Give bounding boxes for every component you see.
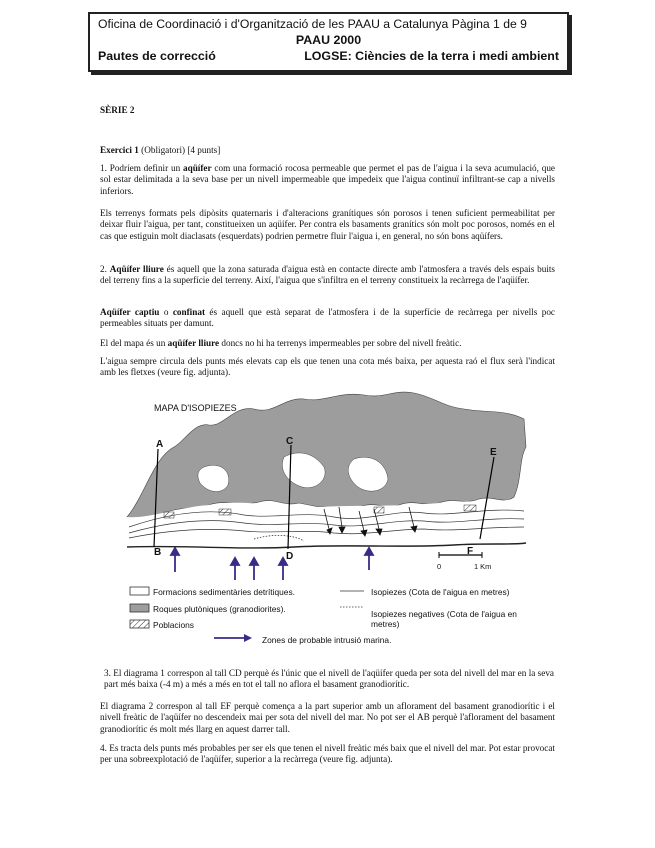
scale-zero: 0 [437,562,442,571]
legend-intrusion: Zones de probable intrusió marina. [262,635,392,645]
p4-part-c: confinat [172,307,205,317]
header-left-label: Pautes de correcció [98,49,216,63]
legend-plutonic: Roques plutòniques (granodiorites). [153,604,286,614]
exercise-title: Exercici 1 [100,145,139,155]
p4-part-d: és aquell que està separat de l'atmosfera i de la superfície de recàrrega per nivells poc permeables situats per damunt. [100,307,555,329]
serie-title: SÈRIE 2 [100,105,135,115]
p3-part-c: és aquell que la zona saturada d'aigua està en contacte directe amb l'atmosfera a través dels espais buits del terreny fins a la superfície del terreny. Així, l'aigua que s'infiltra en el terreny constitueix la recàrrega de l'aqüífer. [100,264,555,286]
paragraph-1 [100,163,555,197]
town-4 [464,505,476,511]
paragraph-9: 4. Es tracta dels punts més probables per ser els que tenen el nivell freàtic més baix que el nivell del mar. Pot estar provocat per una sobreexplotació de l'aqüífer, superior a la recàrrega (veure fig. adjunta). [100,743,555,765]
map-title: MAPA D'ISOPIEZES [154,403,237,413]
point-D: D [286,551,294,562]
paragraph-6: L'aigua sempre circula dels punts més elevats cap els que tenen una cota més baixa, per aquesta raó el flux serà l'indicat amb les fletxes (veure fig. adjunta). [100,356,555,378]
header-row1 [98,17,527,31]
paragraph-3 [100,264,555,287]
scale-one-km: 1 Km [474,562,492,571]
legend-isopieze: Isopiezes (Cota de l'aigua en metres) [371,587,510,597]
p1-part-a: 1. Podríem definir un [100,163,183,173]
legend-isopieze-negative: Isopiezes negatives (Cota de l'aigua en metres) [371,609,517,629]
p5-part-a: El del mapa és un [100,338,168,348]
paragraph-5 [100,338,555,349]
point-C: C [286,436,294,447]
paragraph-4 [100,307,555,330]
paragraph-2: Els terrenys formats pels dipòsits quaternaris i d'alteracions granítiques són porosos i tenen suficient permeabilitat per deixar fluir l'aigua, per tant, constitueixen un aqüífer. Per contra els basaments granítics són molt poc porosos, només en el cas que estiguin molt diaclasats (esquerdats) podrien permetre fluir l'aigua i, en general, no són bons aqüífers. [100,208,555,241]
p3-part-b: Aqüífer lliure [109,264,164,274]
p1-part-b: aqüífer [182,163,212,173]
p1-part-c: com una formació rocosa permeable que permet el pas de l'aigua i la seva acumulació, que sol estar delimitada a la seva base per un nivell impermeable que impedeix que l'aigua continuï infiltrant-se cap a nivells inferiors. [100,163,555,196]
header-year: PAAU 2000 [295,33,362,47]
header-page: Pàgina 1 de 9 [451,17,527,31]
header-subject: LOGSE: Ciències de la terra i medi ambient [304,49,559,63]
header-org: Oficina de Coordinació i d'Organització de les PAAU a Catalunya [98,17,449,31]
town-1 [164,512,174,518]
legend-sediment: Formacions sedimentàries detrítiques. [153,587,295,597]
p5-part-b: aqüífer lliure [167,338,220,348]
exercise-title-rest: (Obligatori) [4 punts] [138,145,221,155]
legend-towns: Poblacions [153,620,194,630]
p4-part-a: Aqüífer captiu [100,307,160,317]
exercise-heading [100,145,555,156]
p4-part-b: o [159,307,173,317]
point-B: B [154,547,162,558]
paragraph-8: El diagrama 2 correspon al tall EF perquè comença a la part superior amb un aflorament del basament granodiorític i el nivell freàtic de l'aqüífer no descendeix mai per sota del nivell del mar. No pot ser el AB perquè l'aflorament del basament granodiorític és molt més llarg en aquest darrer tall. [100,701,555,734]
header-box [88,12,569,72]
paragraph-7: 3. El diagrama 1 correspon al tall CD perquè és l'únic que el nivell de l'aqüífer queda per sota del nivell del mar en la seva part més baixa (-4 m) a més a més en tot el tall no aflora el basament granodiorític. [104,668,554,690]
town-3 [374,507,384,513]
p3-part-a: 2. [100,264,110,274]
town-2 [219,509,231,515]
point-F: F [467,546,474,557]
point-E: E [490,447,497,458]
point-A: A [156,439,164,450]
p5-part-c: doncs no hi ha terrenys impermeables per sobre del nivell freàtic. [219,338,462,348]
